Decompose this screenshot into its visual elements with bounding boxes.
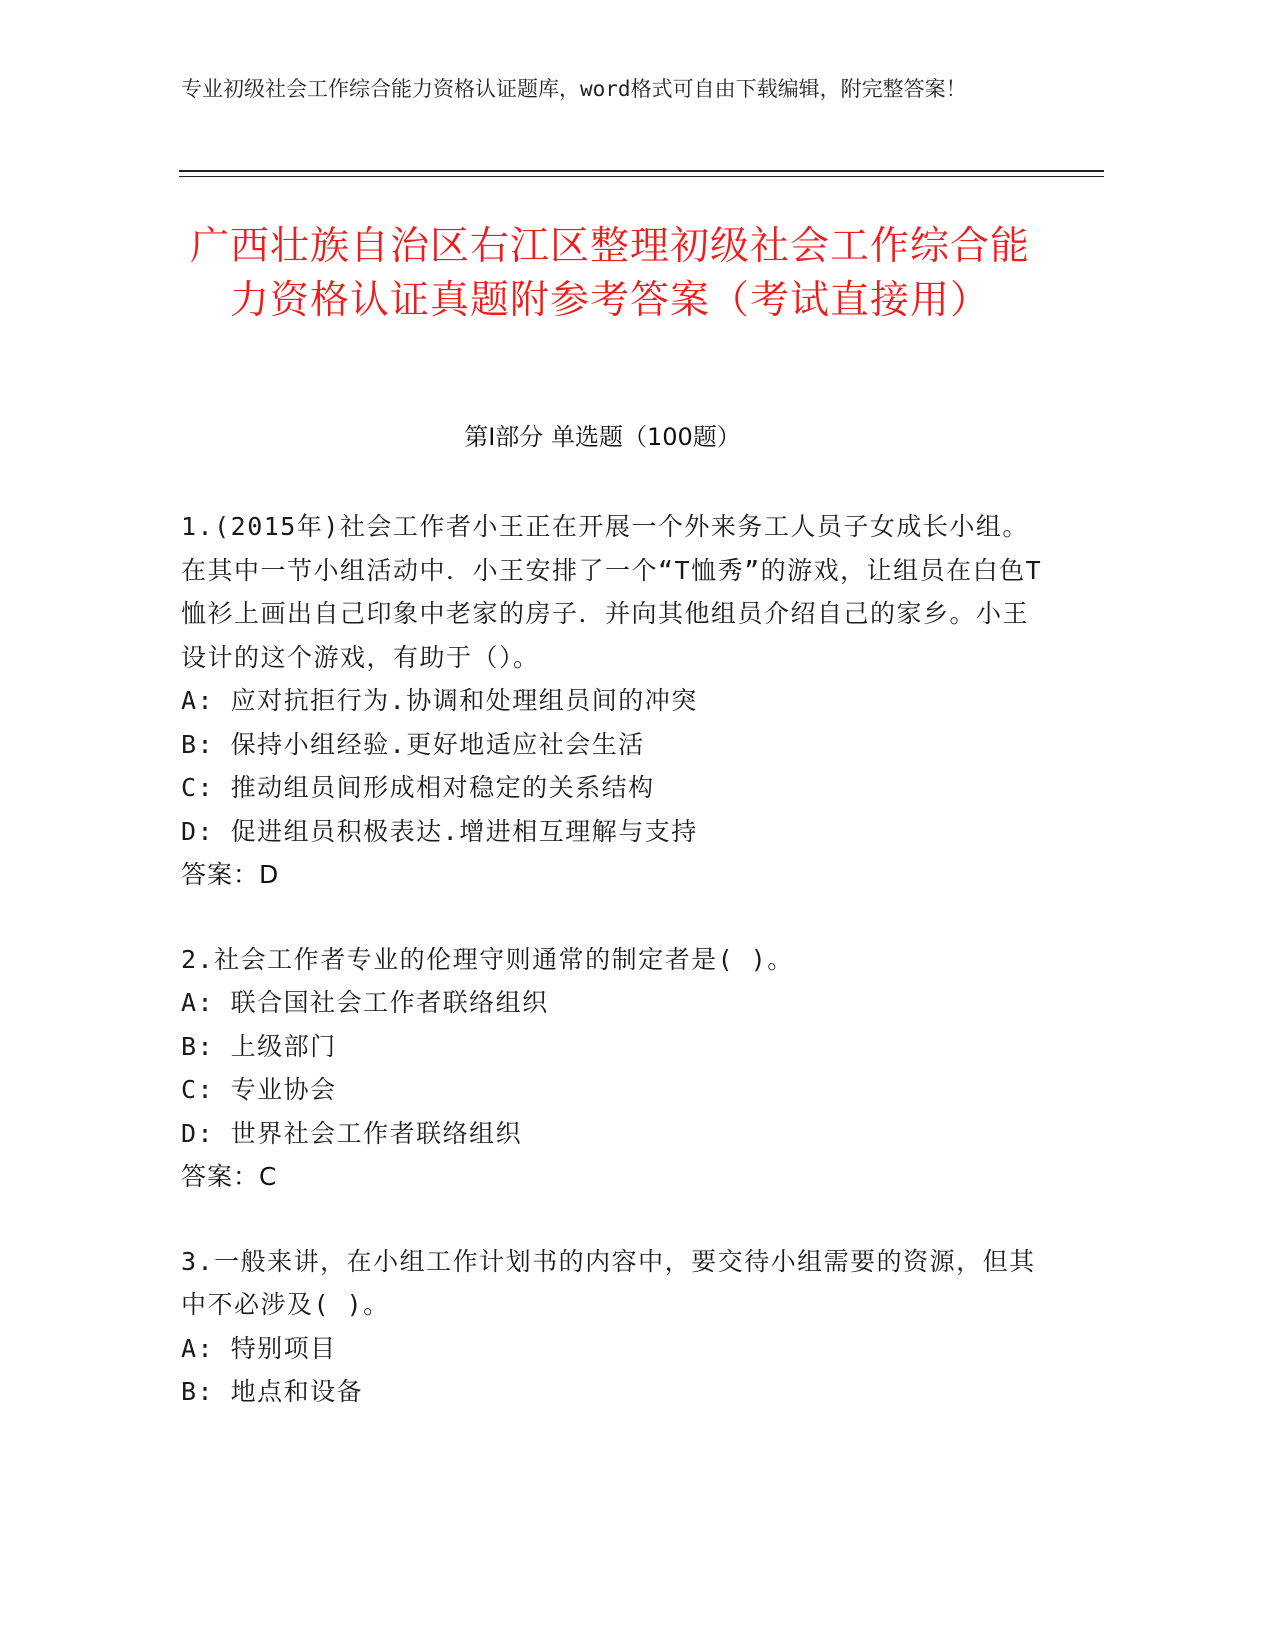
question-option-a: A: 联合国社会工作者联络组织 (181, 988, 549, 1017)
question-option-b: B: 上级部门 (181, 1031, 337, 1061)
question-item (181, 1240, 1051, 1414)
question-option-a: A: 应对抗拒行为.协调和处理组员间的冲突 (181, 686, 698, 715)
header-divider-thin (179, 176, 1104, 177)
question-option-d: D: 世界社会工作者联络组织 (181, 1118, 523, 1148)
document-title: 广西壮族自治区右江区整理初级社会工作综合能力资格认证真题附参考答案（考试直接用） (190, 224, 1031, 323)
question-option-c: C: 推动组员间形成相对稳定的关系结构 (181, 773, 655, 802)
question-option-b: B: 保持小组经验.更好地适应社会生活 (181, 729, 645, 759)
header-note: 专业初级社会工作综合能力资格认证题库，word格式可自由下载编辑，附完整答案！ (181, 77, 967, 101)
question-option-d: D: 促进组员积极表达.增进相互理解与支持 (181, 816, 698, 846)
question-option-c: C: 专业协会 (181, 1075, 337, 1104)
question-answer: 答案：C (181, 1162, 278, 1191)
question-text: 2.社会工作者专业的伦理守则通常的制定者是( )。 (181, 944, 794, 974)
question-text: 3.一般来讲，在小组工作计划书的内容中，要交待小组需要的资源，但其中不必涉及( )。 (181, 1246, 1036, 1319)
header-divider-thick (179, 170, 1104, 172)
question-item (181, 505, 1051, 897)
question-option-a: A: 特别项目 (181, 1333, 337, 1363)
question-item (181, 938, 1051, 1199)
section-title: 第Ⅰ部分 单选题（100题） (464, 423, 741, 451)
question-text: 1.(2015年)社会工作者小王正在开展一个外来务工人员子女成长小组。在其中一节小组活动中．小王安排了一个“T恤秀”的游戏，让组员在白色T恤衫上画出自己印象中老家的房子．并向其他组员介绍自己的家乡。小王设计的这个游戏，有助于（）。 (181, 512, 1043, 672)
question-option-b: B: 地点和设备 (181, 1377, 364, 1406)
question-answer: 答案：D (181, 860, 280, 889)
question-list (181, 505, 1051, 1455)
